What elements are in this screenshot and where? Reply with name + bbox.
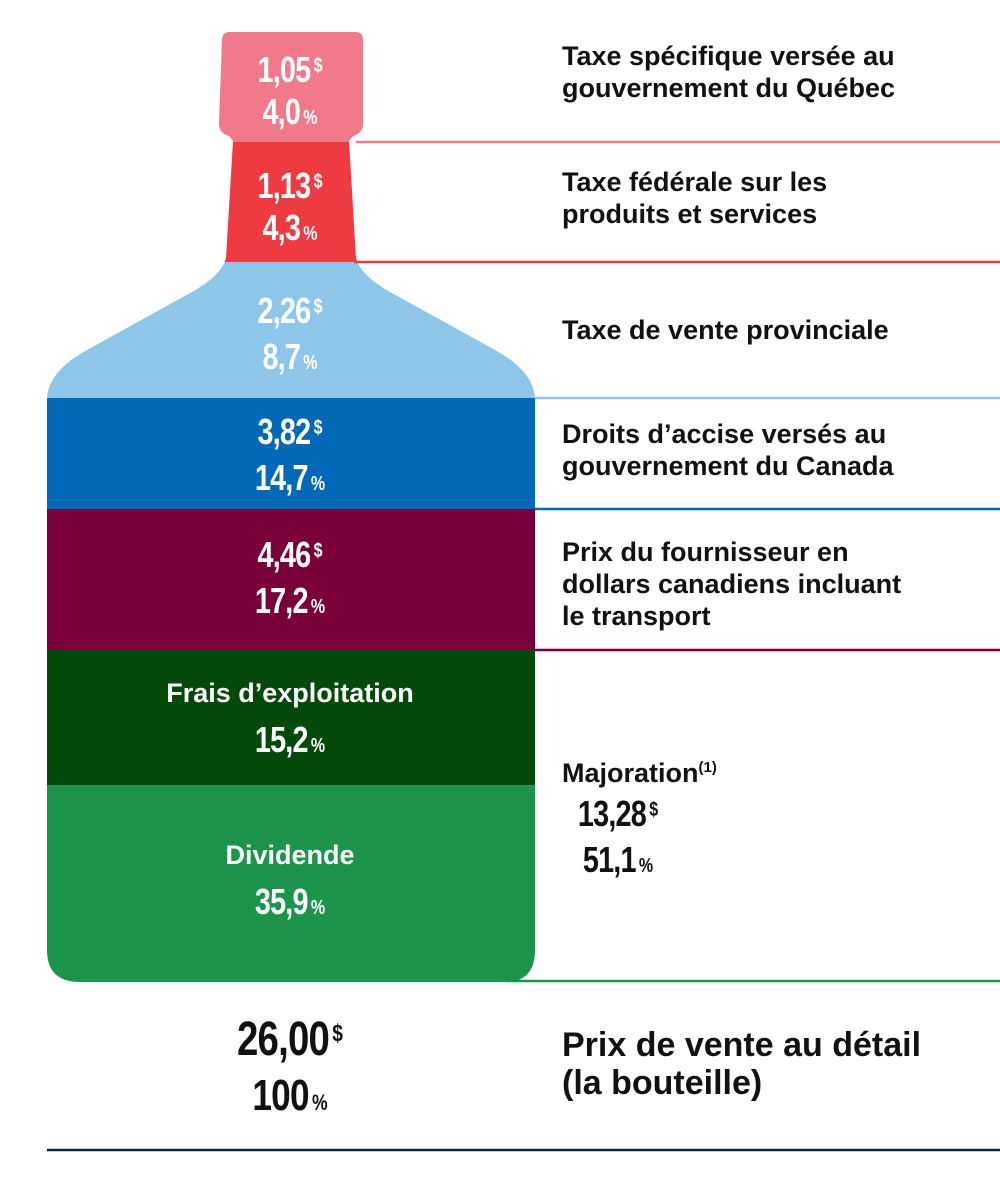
label-quebec-tax: Taxe spécifique versée au gouvernement du Québec bbox=[562, 41, 896, 103]
total-percent: 100 % bbox=[252, 1071, 328, 1120]
value-provincial-tax: 2,26 $ 8,7 % bbox=[257, 290, 323, 377]
operating-name: Frais d’exploitation bbox=[166, 678, 414, 708]
markup-amount: 13,28 $ bbox=[577, 793, 659, 834]
label-federal-tax: Taxe fédérale sur les produits et services bbox=[562, 167, 828, 229]
markup-percent: 51,1 % bbox=[582, 839, 654, 880]
seg-operating bbox=[0, 650, 600, 785]
total-label: Prix de vente au détail (la bouteille) bbox=[562, 1026, 922, 1102]
value-operating: 15,2 % bbox=[254, 719, 326, 760]
value-supplier: 4,46 $ 17,2 % bbox=[254, 534, 326, 621]
value-excise: 3,82 $ 14,7 % bbox=[254, 411, 326, 498]
label-provincial-tax: Taxe de vente provinciale bbox=[562, 315, 889, 345]
label-supplier: Prix du fournisseur en dollars canadiens incluant le transport bbox=[562, 537, 902, 631]
total-amount: 26,00 $ bbox=[237, 1013, 343, 1066]
dividend-name: Dividende bbox=[225, 840, 355, 870]
value-federal-tax: 1,13 $ 4,3 % bbox=[257, 165, 323, 248]
value-quebec-tax: 1,05 $ 4,0 % bbox=[257, 49, 323, 132]
markup-label: Majoration$^{(1)}$ bbox=[562, 758, 717, 788]
value-dividend: 35,9 % bbox=[254, 881, 326, 922]
label-excise: Droits d’accise versés au gouvernement du Canada bbox=[562, 419, 894, 481]
